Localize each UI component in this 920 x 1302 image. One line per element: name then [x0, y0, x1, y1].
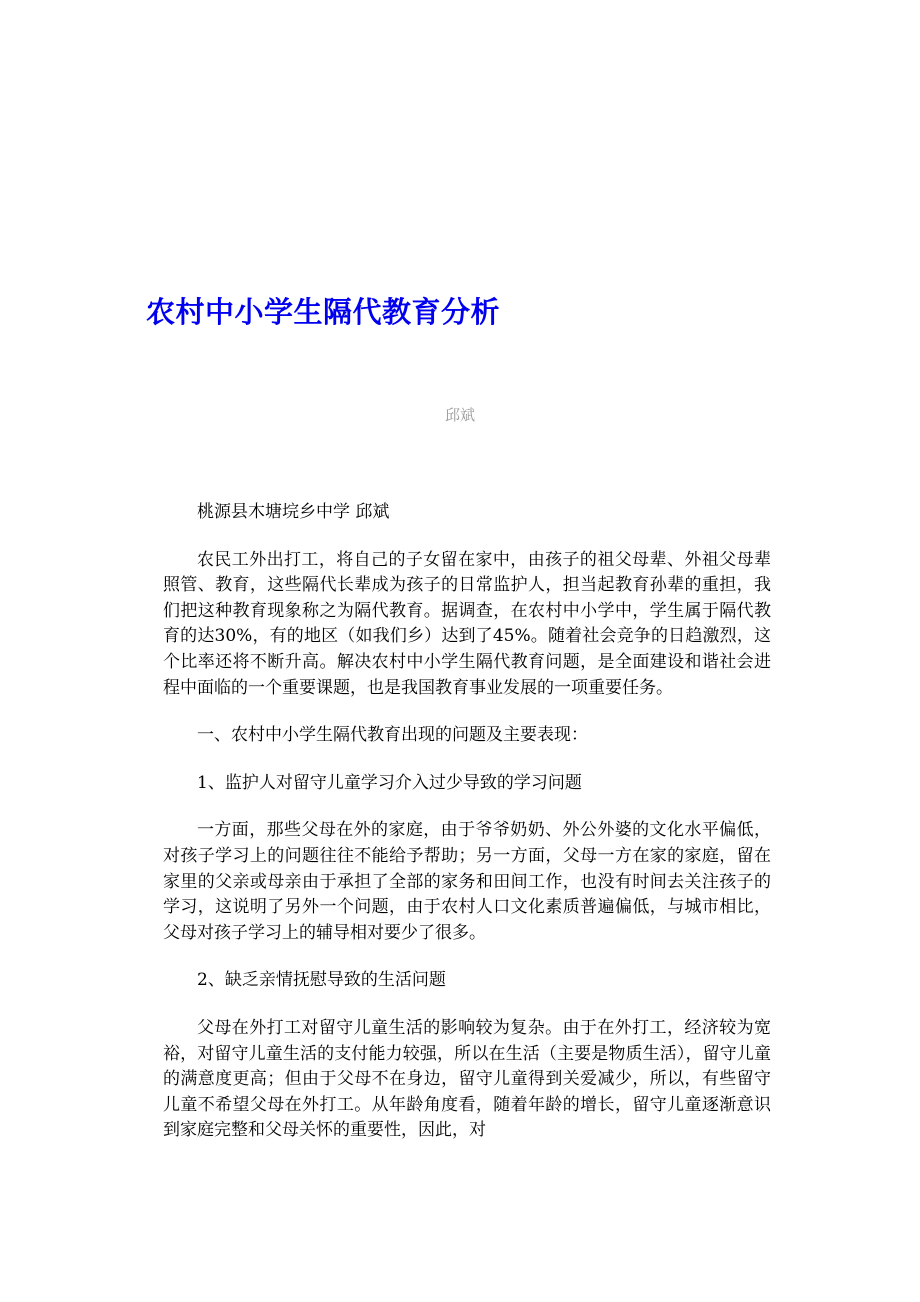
subsection-heading: 1、监护人对留守儿童学习介入过少导致的学习问题 — [197, 772, 582, 793]
document-body — [163, 500, 771, 1166]
body-paragraph: 一方面，那些父母在外的家庭，由于爷爷奶奶、外公外婆的文化水平偏低，对孩子学习上的问题往往不能给予帮助；另一方面，父母一方在家的家庭，留在家里的父亲或母亲由于承担了全部的家务和田间工作，也没有时间去关注孩子的学习，这说明了另外一个问题，由于农村人口文化素质普遍偏低，与城市相比，父母对孩子学习上的辅导相对要少了很多。 — [163, 820, 771, 943]
body-paragraph: 父母在外打工对留守儿童生活的影响较为复杂。由于在外打工，经济较为宽裕，对留守儿童生活的支付能力较强，所以在生活（主要是物质生活），留守儿童的满意度更高；但由于父母不在身边，留守儿童得到关爱减少，所以，有些留守儿童不希望父母在外打工。从年龄角度看，随着年龄的增长，留守儿童逐渐意识到家庭完整和父母关怀的重要性，因此，对 — [163, 1017, 771, 1141]
body-paragraph: 农民工外出打工，将自己的子女留在家中，由孩子的祖父母辈、外祖父母辈照管、教育，这些隔代长辈成为孩子的日常监护人，担当起教育孙辈的重担，我们把这种教育现象称之为隔代教育。据调查，在农村中小学中，学生属于隔代教育的达30%，有的地区（如我们乡）达到了45%。随着社会竞争的日趋激烈，这个比率还将不断升高。解决农村中小学生隔代教育问题，是全面建设和谐社会进程中面临的一个重要课题，也是我国教育事业发展的一项重要任务。 — [163, 549, 771, 698]
author-name: 邱斌 — [444, 406, 475, 424]
author-affiliation: 桃源县木塘垸乡中学 邱斌 — [197, 502, 390, 522]
section-heading: 一、农村中小学生隔代教育出现的问题及主要表现： — [197, 725, 588, 746]
subsection-heading: 2、缺乏亲情抚慰导致的生活问题 — [197, 970, 446, 991]
document-title: 农村中小学生隔代教育分析 — [146, 295, 501, 329]
